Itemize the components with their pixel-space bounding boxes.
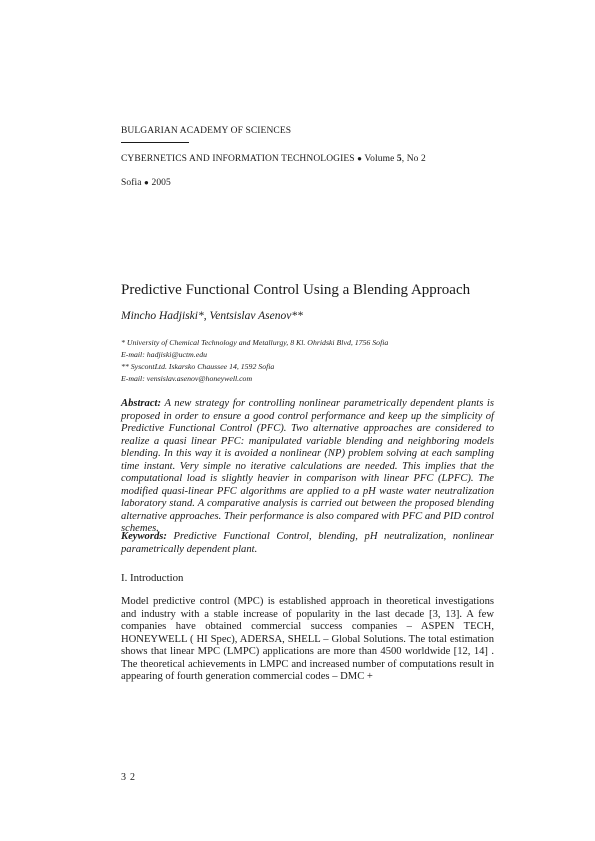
- paper-authors: Mincho Hadjiski*, Ventsislav Asenov**: [121, 310, 303, 322]
- year: 2005: [151, 178, 171, 188]
- abstract: [121, 398, 494, 536]
- abstract-text: A new strategy for controlling nonlinear parametrically dependent plants is proposed in order to ensure a good control performance and keep up the simplicity of Predictive Functional Control (PFC). Two alternative approaches are considered to realize a quasi linear PFC: manipulated variable blending and neighboring models blending. In this way it is avoided a nonlinear (NP) problem solving at each sampling time instant. Very simple no iterative calculations are needed. This implies that the computational load is slightly heavier in comparison with linear PFC (LPFC). The modified quasi-linear PFC algorithms are applied to a pH waste water neutralization laboratory stand. A comparative analysis is carried out between the proposed blending alternative approaches. Their performance is also compared with PFC and PID control schemes.: [121, 398, 494, 534]
- place-date-line: [121, 178, 171, 188]
- keywords: [121, 531, 494, 556]
- bullet-separator: ●: [357, 154, 363, 163]
- header-divider: [121, 142, 189, 143]
- paper-title: Predictive Functional Control Using a Blending Approach: [121, 282, 471, 298]
- email-2: E-mail: vensislav.asenov@honeywell.com: [121, 374, 253, 383]
- affiliation-2: ** SyscontLtd. Iskarsko Chaussee 14, 1592 Sofia: [121, 362, 275, 371]
- keywords-label: Keywords:: [121, 531, 167, 542]
- affiliation-1: * University of Chemical Technology and Metallurgy, 8 Kl. Ohridski Blvd, 1756 Sofia: [121, 338, 389, 347]
- section-heading: I. Introduction: [121, 572, 184, 584]
- journal-line: [121, 154, 426, 164]
- city: Sofia: [121, 178, 142, 188]
- intro-paragraph: Model predictive control (MPC) is established approach in theoretical investigations and industry with a stable increase of popularity in the last decade [3, 13]. A few companies have obtained commercial success companies – ASPEN TECH, HONEYWELL ( HI Spec), ADERSA, SHELL – Global Solutions. The total estimation shows that linear MPC (LMPC) applications are more than 4500 worldwide [12, 14] . The theoretical achievements in LMPC and increased number of computations result in appearing of fourth generation commercial codes – DMC +: [121, 596, 494, 682]
- page-number: 32: [121, 772, 139, 783]
- academy-header: BULGARIAN ACADEMY OF SCIENCES: [121, 126, 292, 136]
- volume-label: Volume: [364, 154, 395, 164]
- issue-number: , No 2: [401, 154, 426, 164]
- email-1: E-mail: hadjiski@uctm.edu: [121, 350, 207, 359]
- volume-number: 5: [396, 154, 402, 164]
- bullet-separator: ●: [144, 178, 149, 187]
- keywords-text: Predictive Functional Control, blending, pH neutralization, nonlinear parametrically dependent plant.: [121, 531, 494, 555]
- abstract-label: Abstract:: [121, 398, 162, 409]
- journal-name: CYBERNETICS AND INFORMATION TECHNOLOGIES: [121, 154, 355, 164]
